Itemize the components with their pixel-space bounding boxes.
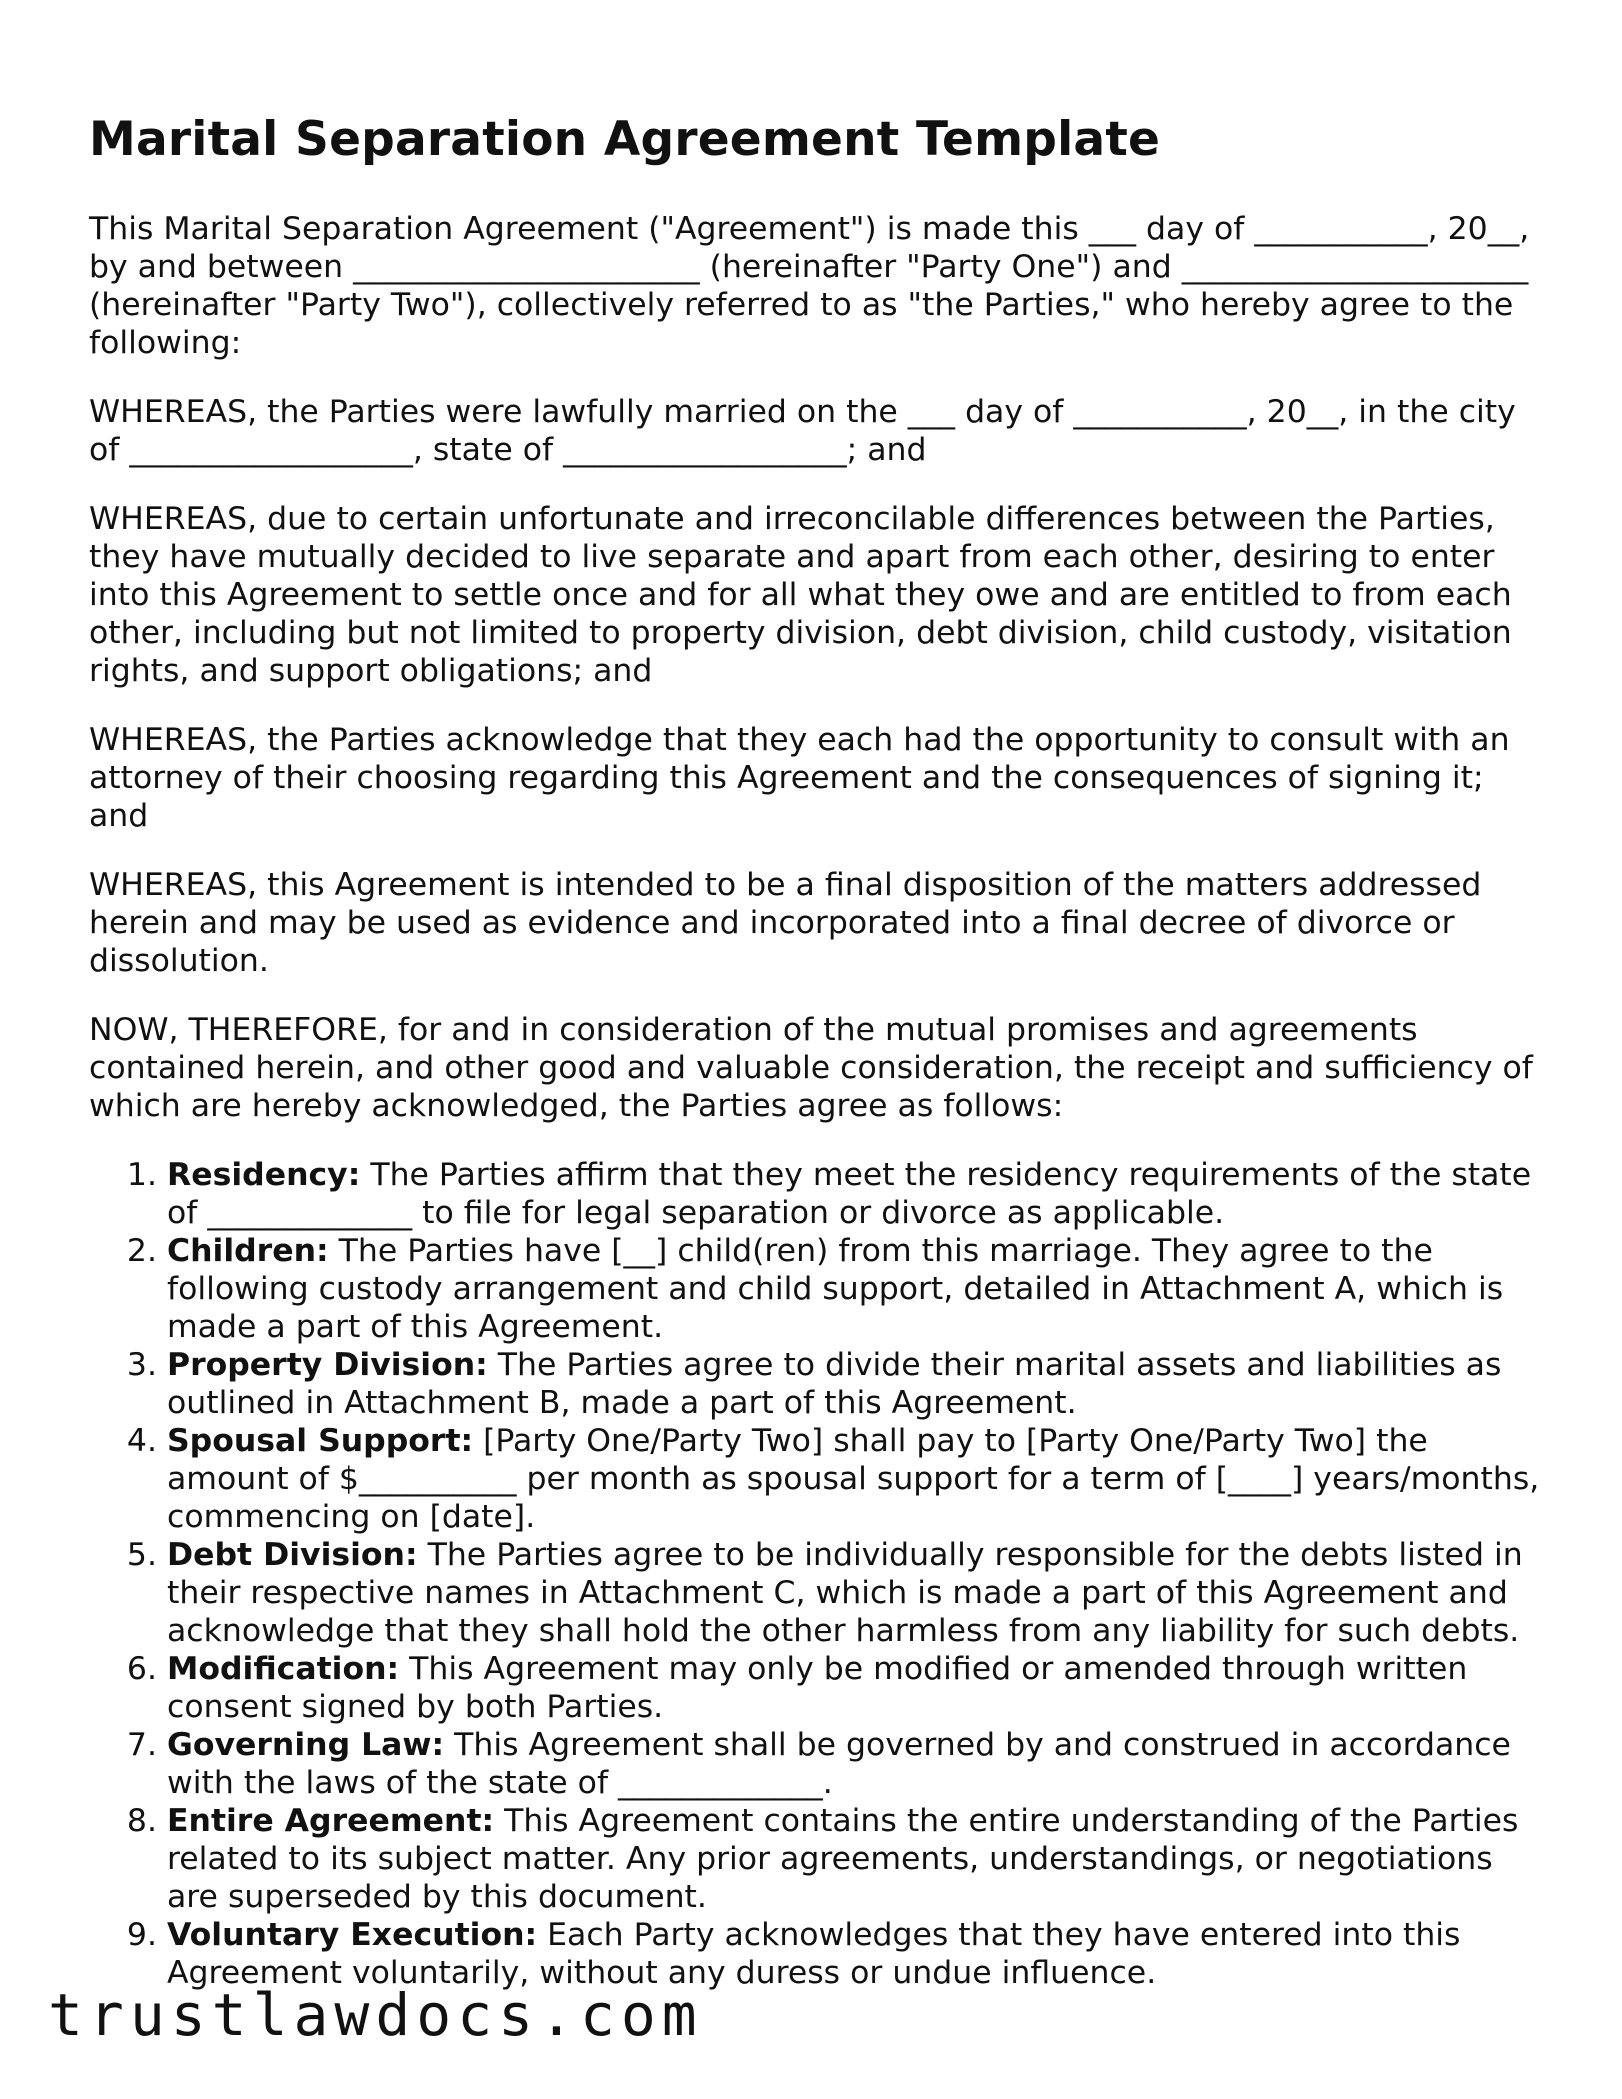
clause-text: The Parties affirm that they meet the residency requirements of the state of _____________ to file for legal separation or divorce as applicable. [167,1157,1532,1231]
whereas-attorney-paragraph: WHEREAS, the Parties acknowledge that they each had the opportunity to consult with an attorney of their choosing regarding this Agreement and the consequences of signing it; and [89,722,1510,834]
clause-modification [167,1650,1549,1726]
clause-heading: Debt Division: [167,1537,418,1573]
clause-heading: Residency: [167,1157,361,1193]
clause-text: This Agreement may only be modified or amended through written consent signed by both Parties. [167,1651,1468,1725]
clause-children [167,1232,1549,1346]
clause-heading: Children: [167,1233,329,1269]
clause-text: Each Party acknowledges that they have entered into this Agreement voluntarily, without any duress or undue influence. [167,1917,1461,1991]
clause-heading: Property Division: [167,1347,488,1383]
document-title: Marital Separation Agreement Template [89,112,1161,167]
clause-governing-law [167,1726,1549,1802]
clause-debt-division [167,1536,1549,1650]
site-watermark: trustlawdocs.com [48,1981,703,2049]
now-therefore-paragraph: NOW, THEREFORE, for and in consideration of the mutual promises and agreements contained herein, and other good and valuable consideration, the receipt and sufficiency of which are hereby acknowledged, the Parties agree as follows: [89,1012,1533,1124]
clause-text: This Agreement shall be governed by and construed in accordance with the laws of the state of _____________. [167,1727,1511,1801]
intro-paragraph: This Marital Separation Agreement ("Agreement") is made this ___ day of ___________, 20__, by and between ______________________ (hereinafter "Party One") and ______________________ (hereinafter "Party Two"), collectively referred to as "the Parties," who hereby agree to the following: [89,211,1530,361]
clause-text: This Agreement contains the entire understanding of the Parties related to its subject matter. Any prior agreements, understandings, or negotiations are superseded by this document. [167,1803,1519,1915]
clause-heading: Governing Law: [167,1727,445,1763]
clauses-list [89,1156,1549,1992]
whereas-final-disposition-paragraph: WHEREAS, this Agreement is intended to be a final disposition of the matters addressed herein and may be used as evidence and incorporated into a final decree of divorce or dissolution. [89,867,1482,979]
whereas-differences-paragraph: WHEREAS, due to certain unfortunate and irreconcilable differences between the Parties, they have mutually decided to live separate and apart from each other, desiring to enter into this Agreement to settle once and for all what they owe and are entitled to from each other, including but not limited to property division, debt division, child custody, visitation rights, and support obligations; and [89,501,1512,689]
clause-heading: Entire Agreement: [167,1803,495,1839]
clause-heading: Spousal Support: [167,1423,474,1459]
clause-text: [Party One/Party Two] shall pay to [Party One/Party Two] the amount of $__________ per month as spousal support for a term of [____] years/months, commencing on [date]. [167,1423,1540,1535]
document-page [89,108,1549,1992]
clause-heading: Voluntary Execution: [167,1917,538,1953]
clause-text: The Parties agree to be individually responsible for the debts listed in their respective names in Attachment C, which is made a part of this Agreement and acknowledge that they shall hold the other harmless from any liability for such debts. [167,1537,1523,1649]
clause-residency [167,1156,1549,1232]
clause-spousal-support [167,1422,1549,1536]
clause-text: The Parties have [__] child(ren) from this marriage. They agree to the following custody arrangement and child support, detailed in Attachment A, which is made a part of this Agreement. [167,1233,1504,1345]
clause-entire-agreement [167,1802,1549,1916]
clause-property-division [167,1346,1549,1422]
whereas-married-paragraph: WHEREAS, the Parties were lawfully married on the ___ day of ___________, 20__, in the city of __________________, state of __________________; and [89,394,1516,468]
clause-text: The Parties agree to divide their marital assets and liabilities as outlined in Attachment B, made a part of this Agreement. [167,1347,1502,1421]
clause-heading: Modification: [167,1651,400,1687]
